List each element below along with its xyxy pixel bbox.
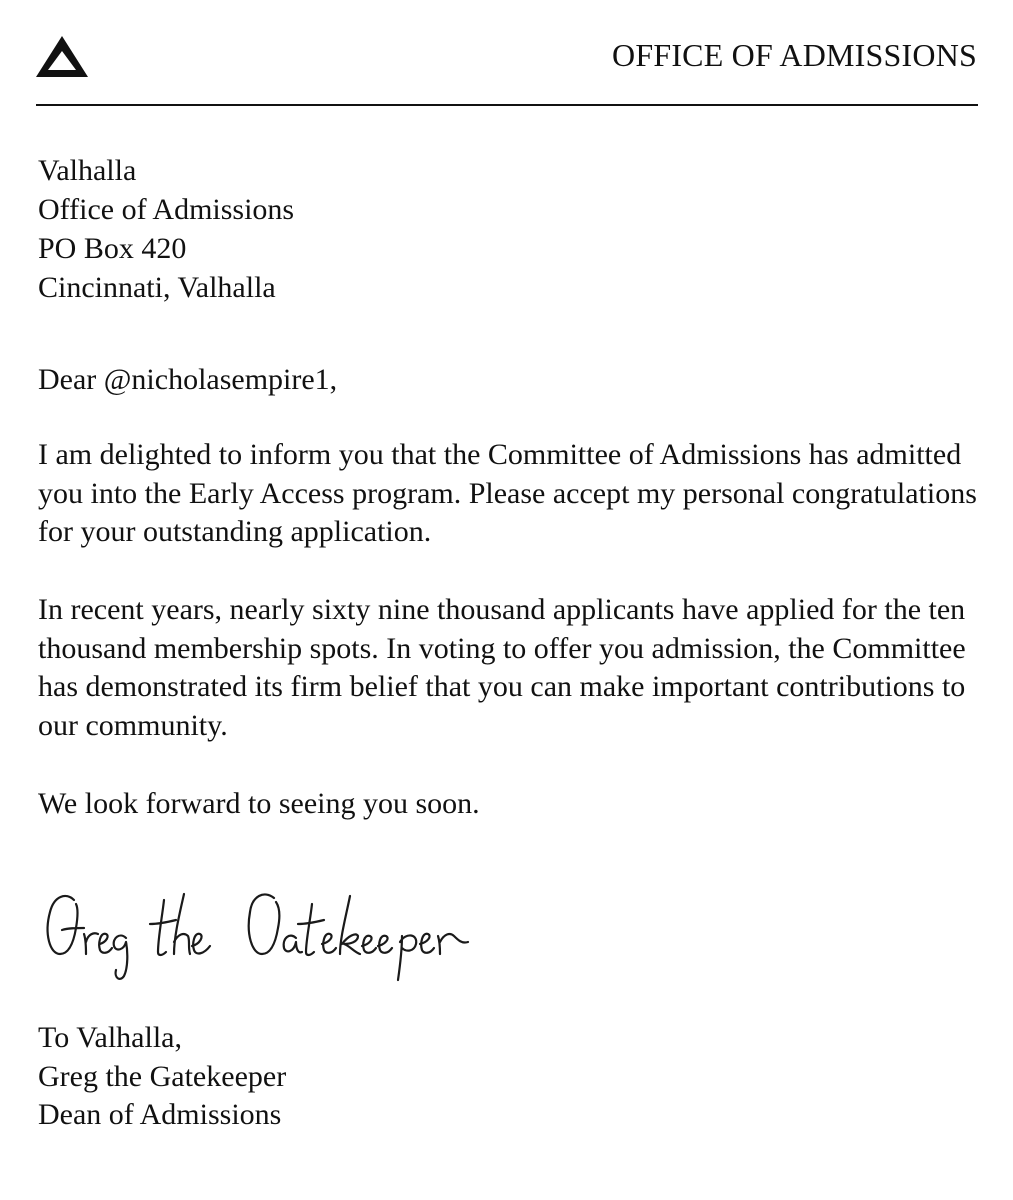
paragraph-3: We look forward to seeing you soon. — [38, 787, 480, 820]
address-line-1: Valhalla — [38, 154, 137, 187]
office-title: OFFICE OF ADMISSIONS — [612, 37, 977, 73]
signer-name: Greg the Gatekeeper — [38, 1059, 287, 1093]
closing-block — [38, 1019, 286, 1135]
handwritten-signature — [40, 882, 470, 984]
paragraph-2: In recent years, nearly sixty nine thousand applicants have applied for the ten thousand membership spots. In voting to offer you admission, the Committee has demonstrated its firm belief that you can make important contributions to our community. — [38, 593, 966, 742]
paragraph-1: I am delighted to inform you that the Committee of Admissions has admitted you into the Early Access program. Please accept my personal congratulations for your outstanding application. — [38, 438, 977, 548]
salutation: Dear @nicholasempire1, — [38, 363, 338, 396]
address-line-2: Office of Admissions — [38, 193, 295, 226]
return-address — [38, 151, 294, 307]
address-line-4: Cincinnati, Valhalla — [38, 271, 276, 304]
address-line-3: PO Box 420 — [38, 232, 187, 265]
closing-line: To Valhalla, — [38, 1021, 182, 1054]
header-divider — [36, 104, 978, 106]
signer-title: Dean of Admissions — [38, 1098, 282, 1131]
triangle-logo-icon — [34, 33, 90, 79]
